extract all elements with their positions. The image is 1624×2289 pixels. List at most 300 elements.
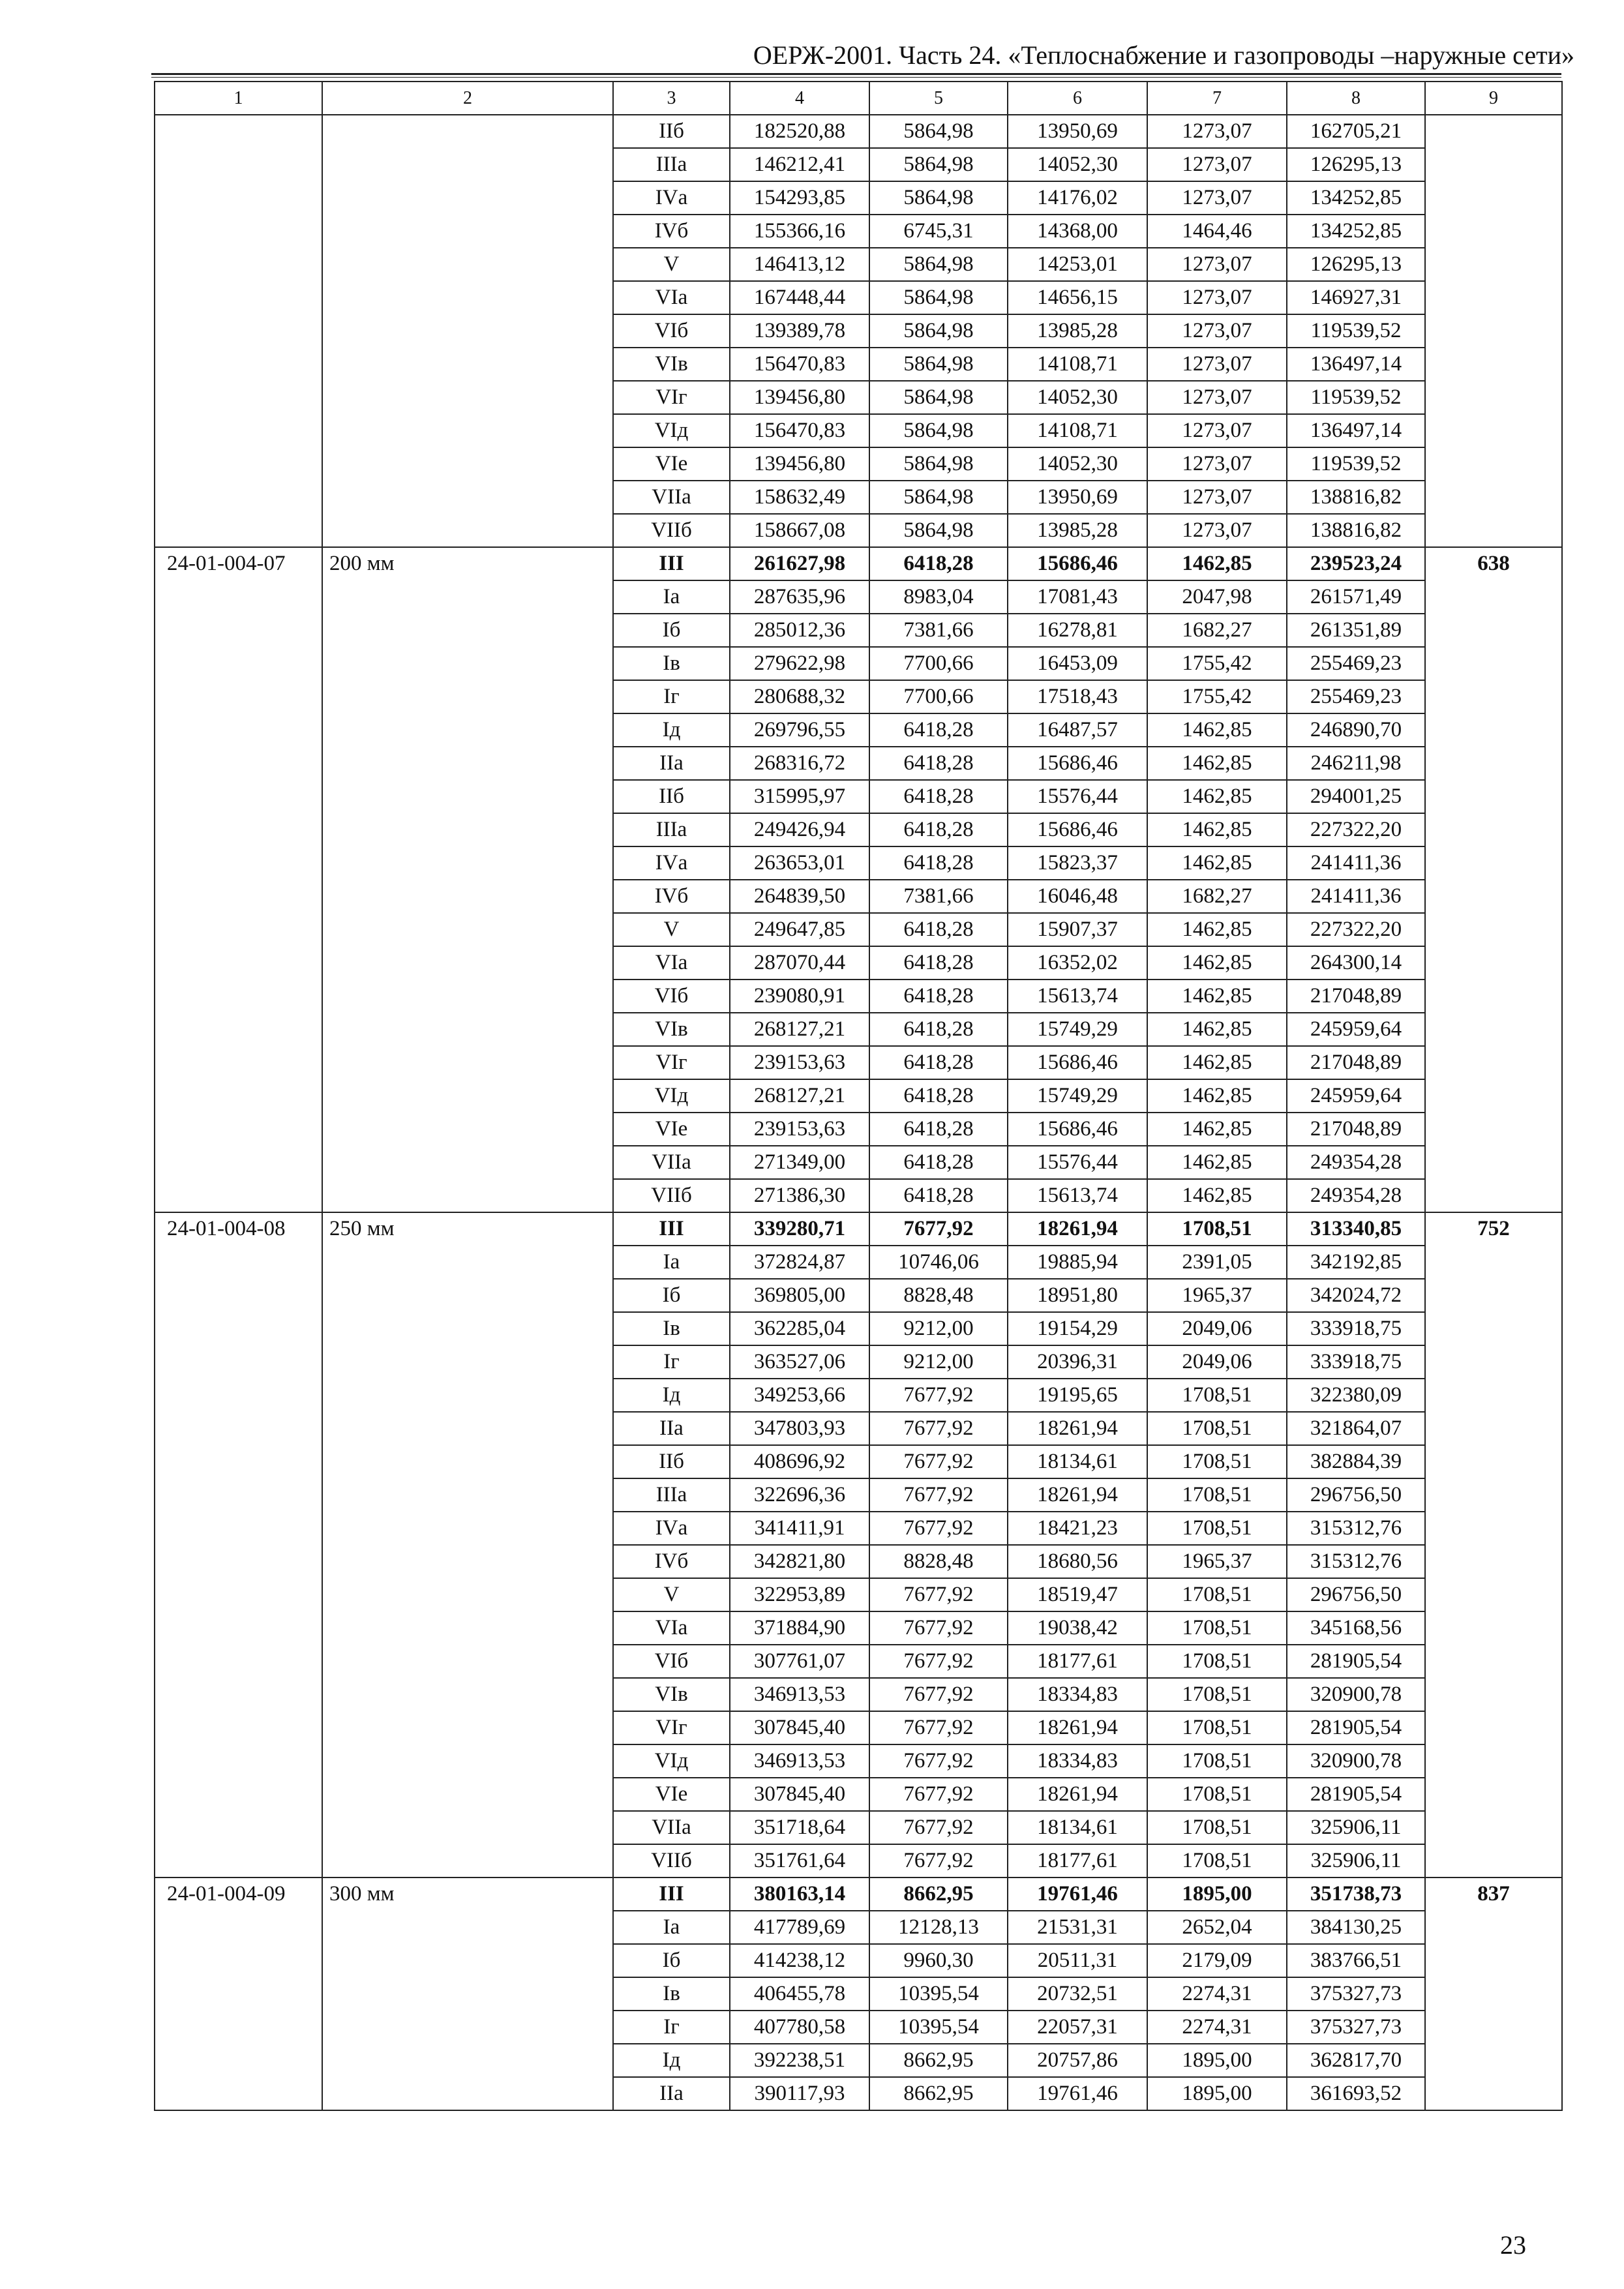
- wages: 7677,92: [869, 1578, 1008, 1611]
- machine-cost: 15686,46: [1008, 547, 1147, 580]
- total-cost: 351718,64: [730, 1811, 869, 1844]
- materials-cost: 261351,89: [1287, 614, 1425, 647]
- machine-wages: 1708,51: [1147, 1811, 1287, 1844]
- column-number: 6: [1008, 82, 1147, 115]
- header-rule: [151, 73, 1561, 75]
- total-cost: 307845,40: [730, 1778, 869, 1811]
- machine-wages: 1273,07: [1147, 514, 1287, 547]
- page-header: [157, 38, 1574, 73]
- total-cost: 155366,16: [730, 215, 869, 248]
- zone-code: Iв: [613, 1977, 730, 2011]
- machine-cost: 15613,74: [1008, 980, 1147, 1013]
- machine-wages: 1464,46: [1147, 215, 1287, 248]
- machine-wages: 1273,07: [1147, 148, 1287, 181]
- machine-wages: 1708,51: [1147, 1379, 1287, 1412]
- machine-cost: 18261,94: [1008, 1212, 1147, 1246]
- materials-cost: 119539,52: [1287, 381, 1425, 414]
- zone-code: IVа: [613, 1512, 730, 1545]
- machine-cost: 15686,46: [1008, 1046, 1147, 1079]
- materials-cost: 245959,64: [1287, 1013, 1425, 1046]
- total-cost: 322953,89: [730, 1578, 869, 1611]
- machine-wages: 1462,85: [1147, 1146, 1287, 1179]
- materials-cost: 239523,24: [1287, 547, 1425, 580]
- wages: 7677,92: [869, 1678, 1008, 1711]
- total-cost: 339280,71: [730, 1212, 869, 1246]
- materials-cost: 119539,52: [1287, 314, 1425, 348]
- total-cost: 154293,85: [730, 181, 869, 215]
- column-number: 9: [1425, 82, 1562, 115]
- machine-wages: 1708,51: [1147, 1678, 1287, 1711]
- materials-cost: 138816,82: [1287, 514, 1425, 547]
- wages: 12128,13: [869, 1911, 1008, 1944]
- machine-wages: 1708,51: [1147, 1212, 1287, 1246]
- machine-wages: 1708,51: [1147, 1512, 1287, 1545]
- machine-cost: 20396,31: [1008, 1345, 1147, 1379]
- total-cost: 156470,83: [730, 348, 869, 381]
- machine-cost: 14052,30: [1008, 381, 1147, 414]
- machine-wages: 1273,07: [1147, 181, 1287, 215]
- wages: 7677,92: [869, 1811, 1008, 1844]
- zone-code: IVа: [613, 846, 730, 880]
- machine-cost: 14108,71: [1008, 348, 1147, 381]
- zone-code: IIIа: [613, 1478, 730, 1512]
- item-diameter: 300 мм: [322, 1878, 613, 2110]
- zone-code: VIб: [613, 314, 730, 348]
- machine-cost: 14052,30: [1008, 447, 1147, 481]
- total-cost: 349253,66: [730, 1379, 869, 1412]
- materials-cost: 246890,70: [1287, 713, 1425, 747]
- total-cost: 407780,58: [730, 2011, 869, 2044]
- materials-cost: 325906,11: [1287, 1844, 1425, 1878]
- total-cost: 261627,98: [730, 547, 869, 580]
- wages: 5864,98: [869, 115, 1008, 148]
- machine-wages: 1708,51: [1147, 1711, 1287, 1744]
- total-cost: 315995,97: [730, 780, 869, 813]
- machine-cost: 14368,00: [1008, 215, 1147, 248]
- machine-wages: 1462,85: [1147, 813, 1287, 846]
- machine-wages: 1462,85: [1147, 713, 1287, 747]
- zone-code: VIг: [613, 1046, 730, 1079]
- total-cost: 342821,80: [730, 1545, 869, 1578]
- machine-cost: 15823,37: [1008, 846, 1147, 880]
- zone-code: V: [613, 913, 730, 946]
- zone-code: Iа: [613, 580, 730, 614]
- zone-code: IVб: [613, 880, 730, 913]
- materials-cost: 342024,72: [1287, 1279, 1425, 1312]
- machine-wages: 1462,85: [1147, 547, 1287, 580]
- machine-cost: 15686,46: [1008, 1113, 1147, 1146]
- machine-wages: 1708,51: [1147, 1412, 1287, 1445]
- wages: 6418,28: [869, 980, 1008, 1013]
- machine-cost: 14253,01: [1008, 248, 1147, 281]
- total-cost: 158667,08: [730, 514, 869, 547]
- zone-code: Iв: [613, 647, 730, 680]
- total-cost: 139456,80: [730, 381, 869, 414]
- machine-cost: 19195,65: [1008, 1379, 1147, 1412]
- wages: 7700,66: [869, 647, 1008, 680]
- item-code: [155, 115, 322, 547]
- machine-cost: 18177,61: [1008, 1645, 1147, 1678]
- wages: 5864,98: [869, 348, 1008, 381]
- machine-cost: 14108,71: [1008, 414, 1147, 447]
- zone-code: VIа: [613, 1611, 730, 1645]
- header-rule-thin: [151, 77, 1561, 78]
- machine-wages: 1708,51: [1147, 1645, 1287, 1678]
- machine-cost: 18519,47: [1008, 1578, 1147, 1611]
- materials-cost: 281905,54: [1287, 1711, 1425, 1744]
- machine-wages: 1895,00: [1147, 2044, 1287, 2077]
- materials-cost: 261571,49: [1287, 580, 1425, 614]
- zone-code: IIа: [613, 747, 730, 780]
- total-cost: 249426,94: [730, 813, 869, 846]
- machine-wages: 2274,31: [1147, 1977, 1287, 2011]
- materials-cost: 281905,54: [1287, 1645, 1425, 1678]
- machine-cost: 16453,09: [1008, 647, 1147, 680]
- zone-code: VIе: [613, 447, 730, 481]
- wages: 6418,28: [869, 747, 1008, 780]
- materials-cost: 375327,73: [1287, 2011, 1425, 2044]
- machine-cost: 18334,83: [1008, 1678, 1147, 1711]
- wages: 5864,98: [869, 447, 1008, 481]
- zone-code: VIIа: [613, 1811, 730, 1844]
- machine-wages: 1462,85: [1147, 946, 1287, 980]
- machine-cost: 15749,29: [1008, 1013, 1147, 1046]
- machine-cost: 22057,31: [1008, 2011, 1147, 2044]
- machine-wages: 2179,09: [1147, 1944, 1287, 1977]
- machine-cost: 13950,69: [1008, 481, 1147, 514]
- labor-category: 837: [1425, 1878, 1562, 2110]
- total-cost: 239153,63: [730, 1113, 869, 1146]
- wages: 7677,92: [869, 1512, 1008, 1545]
- machine-cost: 20757,86: [1008, 2044, 1147, 2077]
- materials-cost: 345168,56: [1287, 1611, 1425, 1645]
- total-cost: 268127,21: [730, 1079, 869, 1113]
- zone-code: VIг: [613, 381, 730, 414]
- machine-wages: 1273,07: [1147, 348, 1287, 381]
- total-cost: 139456,80: [730, 447, 869, 481]
- zone-code: IIа: [613, 1412, 730, 1445]
- machine-wages: 1462,85: [1147, 780, 1287, 813]
- column-number: 4: [730, 82, 869, 115]
- total-cost: 139389,78: [730, 314, 869, 348]
- machine-wages: 1708,51: [1147, 1578, 1287, 1611]
- wages: 5864,98: [869, 281, 1008, 314]
- wages: 9212,00: [869, 1345, 1008, 1379]
- total-cost: 239153,63: [730, 1046, 869, 1079]
- materials-cost: 217048,89: [1287, 1046, 1425, 1079]
- total-cost: 351761,64: [730, 1844, 869, 1878]
- materials-cost: 294001,25: [1287, 780, 1425, 813]
- zone-code: VIа: [613, 946, 730, 980]
- zone-code: IVб: [613, 1545, 730, 1578]
- total-cost: 380163,14: [730, 1878, 869, 1911]
- machine-wages: 1273,07: [1147, 414, 1287, 447]
- materials-cost: 249354,28: [1287, 1179, 1425, 1212]
- zone-code: VIе: [613, 1113, 730, 1146]
- wages: 8662,95: [869, 2077, 1008, 2110]
- wages: 6418,28: [869, 846, 1008, 880]
- materials-cost: 333918,75: [1287, 1312, 1425, 1345]
- wages: 6418,28: [869, 813, 1008, 846]
- wages: 10395,54: [869, 1977, 1008, 2011]
- wages: 6418,28: [869, 1046, 1008, 1079]
- page-number: 23: [1500, 2230, 1526, 2260]
- wages: 6418,28: [869, 547, 1008, 580]
- machine-cost: 13985,28: [1008, 514, 1147, 547]
- item-diameter: 250 мм: [322, 1212, 613, 1878]
- total-cost: 363527,06: [730, 1345, 869, 1379]
- total-cost: 239080,91: [730, 980, 869, 1013]
- wages: 7381,66: [869, 614, 1008, 647]
- zone-code: VIв: [613, 1013, 730, 1046]
- wages: 8983,04: [869, 580, 1008, 614]
- machine-cost: 14176,02: [1008, 181, 1147, 215]
- machine-wages: 1708,51: [1147, 1844, 1287, 1878]
- machine-cost: 18334,83: [1008, 1744, 1147, 1778]
- materials-cost: 134252,85: [1287, 215, 1425, 248]
- total-cost: 346913,53: [730, 1744, 869, 1778]
- machine-cost: 21531,31: [1008, 1911, 1147, 1944]
- machine-cost: 18261,94: [1008, 1412, 1147, 1445]
- materials-cost: 375327,73: [1287, 1977, 1425, 2011]
- total-cost: 414238,12: [730, 1944, 869, 1977]
- zone-code: VIв: [613, 348, 730, 381]
- machine-cost: 18261,94: [1008, 1778, 1147, 1811]
- machine-cost: 13985,28: [1008, 314, 1147, 348]
- zone-code: IVа: [613, 181, 730, 215]
- wages: 6418,28: [869, 946, 1008, 980]
- wages: 10395,54: [869, 2011, 1008, 2044]
- machine-wages: 1462,85: [1147, 980, 1287, 1013]
- machine-wages: 1462,85: [1147, 913, 1287, 946]
- materials-cost: 136497,14: [1287, 348, 1425, 381]
- wages: 7381,66: [869, 880, 1008, 913]
- wages: 7700,66: [869, 680, 1008, 713]
- machine-wages: 1462,85: [1147, 1046, 1287, 1079]
- zone-code: IIIа: [613, 813, 730, 846]
- materials-cost: 255469,23: [1287, 647, 1425, 680]
- materials-cost: 138816,82: [1287, 481, 1425, 514]
- materials-cost: 136497,14: [1287, 414, 1425, 447]
- materials-cost: 255469,23: [1287, 680, 1425, 713]
- materials-cost: 119539,52: [1287, 447, 1425, 481]
- wages: 7677,92: [869, 1445, 1008, 1478]
- zone-code: VIд: [613, 1079, 730, 1113]
- machine-cost: 19154,29: [1008, 1312, 1147, 1345]
- zone-code: Iд: [613, 1379, 730, 1412]
- total-cost: 263653,01: [730, 846, 869, 880]
- total-cost: 279622,98: [730, 647, 869, 680]
- wages: 6418,28: [869, 713, 1008, 747]
- wages: 6418,28: [869, 1113, 1008, 1146]
- materials-cost: 321864,07: [1287, 1412, 1425, 1445]
- machine-wages: 2049,06: [1147, 1345, 1287, 1379]
- total-cost: 167448,44: [730, 281, 869, 314]
- materials-cost: 241411,36: [1287, 880, 1425, 913]
- materials-cost: 245959,64: [1287, 1079, 1425, 1113]
- item-diameter: 200 мм: [322, 547, 613, 1212]
- materials-cost: 134252,85: [1287, 181, 1425, 215]
- machine-cost: 19038,42: [1008, 1611, 1147, 1645]
- materials-cost: 146927,31: [1287, 281, 1425, 314]
- column-number: 5: [869, 82, 1008, 115]
- zone-code: VIв: [613, 1678, 730, 1711]
- total-cost: 249647,85: [730, 913, 869, 946]
- zone-code: VIб: [613, 980, 730, 1013]
- total-cost: 264839,50: [730, 880, 869, 913]
- machine-wages: 1965,37: [1147, 1279, 1287, 1312]
- materials-cost: 320900,78: [1287, 1744, 1425, 1778]
- total-cost: 406455,78: [730, 1977, 869, 2011]
- total-cost: 287635,96: [730, 580, 869, 614]
- zone-code: IIб: [613, 780, 730, 813]
- machine-cost: 16487,57: [1008, 713, 1147, 747]
- machine-cost: 15686,46: [1008, 813, 1147, 846]
- zone-code: Iг: [613, 2011, 730, 2044]
- machine-cost: 15907,37: [1008, 913, 1147, 946]
- wages: 8828,48: [869, 1545, 1008, 1578]
- materials-cost: 313340,85: [1287, 1212, 1425, 1246]
- machine-wages: 1462,85: [1147, 747, 1287, 780]
- zone-code: Iг: [613, 680, 730, 713]
- materials-cost: 384130,25: [1287, 1911, 1425, 1944]
- machine-cost: 17518,43: [1008, 680, 1147, 713]
- table-row: [155, 115, 1562, 148]
- machine-cost: 15576,44: [1008, 1146, 1147, 1179]
- machine-cost: 18134,61: [1008, 1811, 1147, 1844]
- total-cost: 346913,53: [730, 1678, 869, 1711]
- total-cost: 347803,93: [730, 1412, 869, 1445]
- materials-cost: 383766,51: [1287, 1944, 1425, 1977]
- materials-cost: 333918,75: [1287, 1345, 1425, 1379]
- total-cost: 268127,21: [730, 1013, 869, 1046]
- wages: 7677,92: [869, 1711, 1008, 1744]
- total-cost: 146212,41: [730, 148, 869, 181]
- materials-cost: 382884,39: [1287, 1445, 1425, 1478]
- total-cost: 280688,32: [730, 680, 869, 713]
- machine-wages: 1273,07: [1147, 281, 1287, 314]
- labor-category: 638: [1425, 547, 1562, 1212]
- wages: 5864,98: [869, 248, 1008, 281]
- machine-wages: 1965,37: [1147, 1545, 1287, 1578]
- wages: 7677,92: [869, 1212, 1008, 1246]
- table-row: [155, 1212, 1562, 1246]
- machine-wages: 1273,07: [1147, 115, 1287, 148]
- machine-wages: 2047,98: [1147, 580, 1287, 614]
- item-code: 24-01-004-08: [155, 1212, 322, 1878]
- machine-cost: 19761,46: [1008, 1878, 1147, 1911]
- labor-category: [1425, 115, 1562, 547]
- total-cost: 322696,36: [730, 1478, 869, 1512]
- total-cost: 307761,07: [730, 1645, 869, 1678]
- zone-code: Iд: [613, 713, 730, 747]
- materials-cost: 342192,85: [1287, 1246, 1425, 1279]
- machine-cost: 19761,46: [1008, 2077, 1147, 2110]
- zone-code: VIIб: [613, 1179, 730, 1212]
- column-number: 8: [1287, 82, 1425, 115]
- machine-cost: 18421,23: [1008, 1512, 1147, 1545]
- machine-wages: 1273,07: [1147, 248, 1287, 281]
- zone-code: VIIб: [613, 514, 730, 547]
- materials-cost: 126295,13: [1287, 248, 1425, 281]
- wages: 7677,92: [869, 1645, 1008, 1678]
- machine-wages: 1273,07: [1147, 481, 1287, 514]
- wages: 7677,92: [869, 1412, 1008, 1445]
- total-cost: 341411,91: [730, 1512, 869, 1545]
- zone-code: V: [613, 1578, 730, 1611]
- wages: 9960,30: [869, 1944, 1008, 1977]
- wages: 5864,98: [869, 181, 1008, 215]
- machine-wages: 1273,07: [1147, 447, 1287, 481]
- materials-cost: 249354,28: [1287, 1146, 1425, 1179]
- wages: 6418,28: [869, 1179, 1008, 1212]
- wages: 5864,98: [869, 514, 1008, 547]
- wages: 6418,28: [869, 1146, 1008, 1179]
- machine-wages: 1462,85: [1147, 1113, 1287, 1146]
- total-cost: 269796,55: [730, 713, 869, 747]
- total-cost: 271386,30: [730, 1179, 869, 1212]
- total-cost: 417789,69: [730, 1911, 869, 1944]
- machine-wages: 1895,00: [1147, 1878, 1287, 1911]
- total-cost: 390117,93: [730, 2077, 869, 2110]
- wages: 7677,92: [869, 1778, 1008, 1811]
- machine-wages: 1708,51: [1147, 1611, 1287, 1645]
- materials-cost: 246211,98: [1287, 747, 1425, 780]
- zone-code: Iв: [613, 1312, 730, 1345]
- total-cost: 285012,36: [730, 614, 869, 647]
- column-number: 7: [1147, 82, 1287, 115]
- item-code: 24-01-004-07: [155, 547, 322, 1212]
- zone-code: V: [613, 248, 730, 281]
- wages: 10746,06: [869, 1246, 1008, 1279]
- machine-cost: 15576,44: [1008, 780, 1147, 813]
- machine-cost: 15686,46: [1008, 747, 1147, 780]
- wages: 5864,98: [869, 148, 1008, 181]
- total-cost: 156470,83: [730, 414, 869, 447]
- wages: 6418,28: [869, 913, 1008, 946]
- machine-wages: 1708,51: [1147, 1744, 1287, 1778]
- total-cost: 369805,00: [730, 1279, 869, 1312]
- zone-code: Iб: [613, 614, 730, 647]
- table-row: [155, 547, 1562, 580]
- materials-cost: 227322,20: [1287, 913, 1425, 946]
- column-number: 1: [155, 82, 322, 115]
- zone-code: VIб: [613, 1645, 730, 1678]
- zone-code: VIIб: [613, 1844, 730, 1878]
- machine-cost: 13950,69: [1008, 115, 1147, 148]
- table-row: [155, 1878, 1562, 1911]
- zone-code: VIIа: [613, 1146, 730, 1179]
- column-number: 2: [322, 82, 613, 115]
- machine-cost: 18261,94: [1008, 1478, 1147, 1512]
- machine-wages: 1708,51: [1147, 1445, 1287, 1478]
- total-cost: 146413,12: [730, 248, 869, 281]
- machine-wages: 1462,85: [1147, 1013, 1287, 1046]
- machine-wages: 2652,04: [1147, 1911, 1287, 1944]
- materials-cost: 217048,89: [1287, 1113, 1425, 1146]
- item-diameter: [322, 115, 613, 547]
- wages: 5864,98: [869, 314, 1008, 348]
- materials-cost: 227322,20: [1287, 813, 1425, 846]
- item-code: 24-01-004-09: [155, 1878, 322, 2110]
- machine-wages: 1462,85: [1147, 1079, 1287, 1113]
- materials-cost: 322380,09: [1287, 1379, 1425, 1412]
- materials-cost: 315312,76: [1287, 1545, 1425, 1578]
- zone-code: III: [613, 547, 730, 580]
- materials-cost: 217048,89: [1287, 980, 1425, 1013]
- total-cost: 158632,49: [730, 481, 869, 514]
- machine-cost: 14052,30: [1008, 148, 1147, 181]
